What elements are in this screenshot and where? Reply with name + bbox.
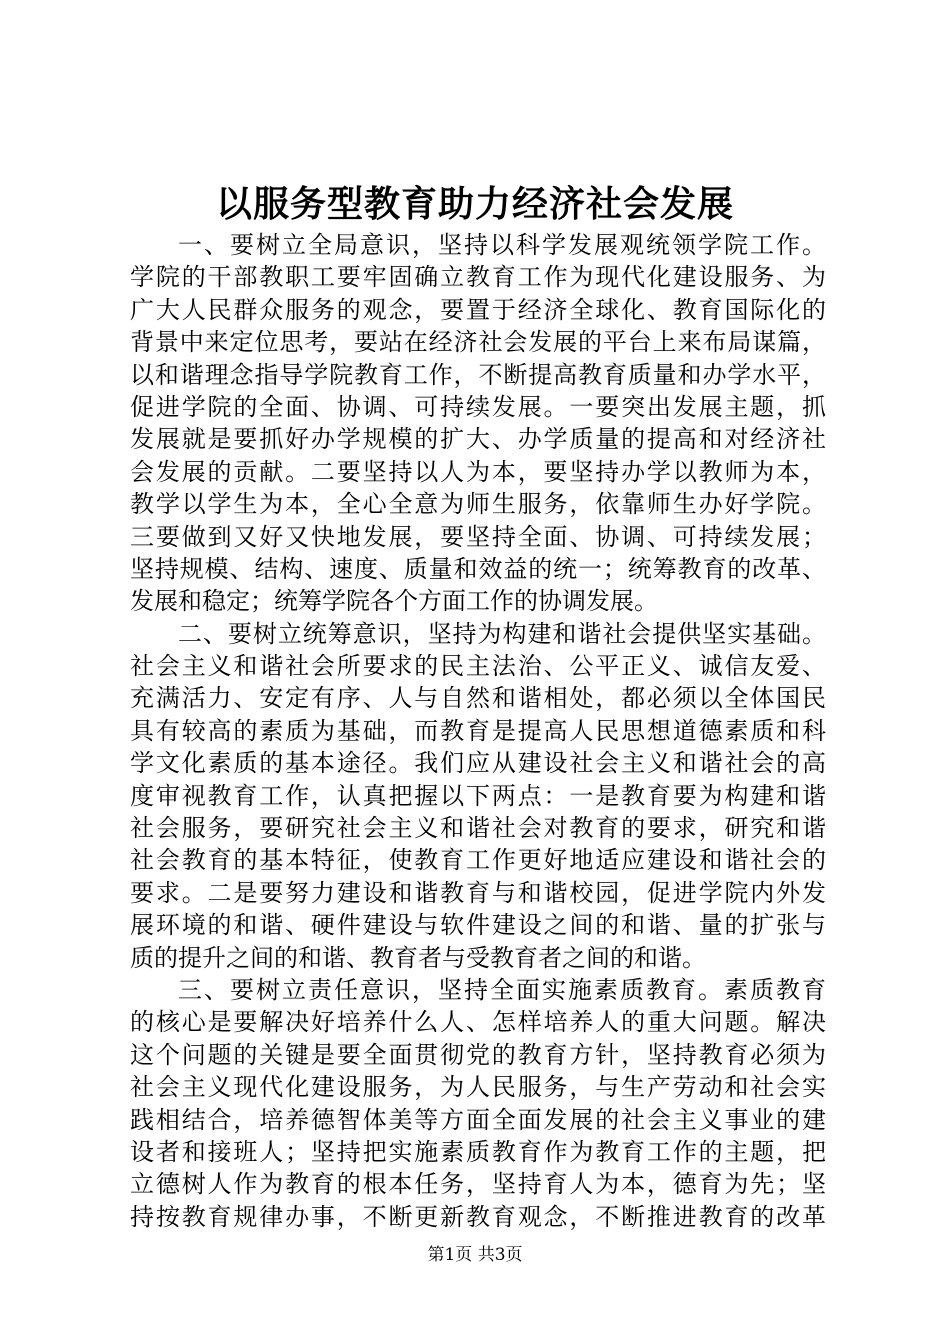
- document-title: 以服务型教育助力经济社会发展: [215, 183, 734, 225]
- text-line: 学院的干部教职工要牢固确立教育工作为现代化建设服务、为: [130, 263, 826, 292]
- text-line: 以和谐理念指导学院教育工作，不断提高教育质量和办学水平，: [130, 360, 826, 389]
- document-body: [130, 229, 826, 1233]
- text-line: 具有较高的素质为基础，而教育是提高人民思想道德素质和科: [130, 716, 826, 745]
- text-line: 度审视教育工作，认真把握以下两点：一是教育要为构建和谐: [130, 781, 826, 810]
- text-line: 发展就是要抓好办学规模的扩大、办学质量的提高和对经济社: [130, 425, 826, 454]
- text-line: 充满活力、安定有序、人与自然和谐相处，都必须以全体国民: [130, 684, 826, 713]
- text-line: 社会服务，要研究社会主义和谐社会对教育的要求，研究和谐: [130, 814, 826, 843]
- text-line: 三要做到又好又快地发展，要坚持全面、协调、可持续发展；: [130, 522, 826, 551]
- page-number-footer: 第1页 共3页: [427, 1245, 523, 1265]
- text-line: 持按教育规律办事，不断更新教育观念，不断推进教育的改革: [130, 1202, 826, 1231]
- text-line: 坚持规模、结构、速度、质量和效益的统一；统筹教育的改革、: [130, 554, 826, 583]
- text-line: 践相结合，培养德智体美等方面全面发展的社会主义事业的建: [130, 1105, 826, 1134]
- text-line: 会发展的贡献。二要坚持以人为本，要坚持办学以教师为本，: [130, 457, 826, 486]
- text-line: 发展和稳定；统筹学院各个方面工作的协调发展。: [130, 587, 658, 616]
- paragraph-3: [130, 974, 826, 1233]
- text-line: 设者和接班人；坚持把实施素质教育作为教育工作的主题，把: [130, 1137, 826, 1166]
- text-line: 教学以学生为本，全心全意为师生服务，依靠师生办好学院。: [130, 490, 826, 519]
- text-line: 广大人民群众服务的观念，要置于经济全球化、教育国际化的: [130, 295, 826, 324]
- text-line: 背景中来定位思考，要站在经济社会发展的平台上来布局谋篇，: [130, 328, 826, 357]
- text-line: 的核心是要解决好培养什么人、怎样培养人的重大问题。解决: [130, 1008, 826, 1037]
- text-line: 社会教育的基本特征，使教育工作更好地适应建设和谐社会的: [130, 846, 826, 875]
- text-line: 立德树人作为教育的根本任务，坚持育人为本，德育为先；坚: [130, 1170, 826, 1199]
- text-line: 展环境的和谐、硬件建设与软件建设之间的和谐、量的扩张与: [130, 911, 826, 940]
- text-line: 社会主义和谐社会所要求的民主法治、公平正义、诚信友爱、: [130, 652, 826, 681]
- paragraph-2: [130, 618, 826, 974]
- text-line: 一、要树立全局意识，坚持以科学发展观统领学院工作。: [178, 231, 826, 259]
- text-line: 这个问题的关键是要全面贯彻党的教育方针，坚持教育必须为: [130, 1040, 826, 1069]
- text-line: 要求。二是要努力建设和谐教育与和谐校园，促进学院内外发: [130, 878, 826, 907]
- text-line: 促进学院的全面、协调、可持续发展。一要突出发展主题，抓: [130, 392, 826, 421]
- text-line: 三、要树立责任意识，坚持全面实施素质教育。素质教育: [178, 975, 826, 1004]
- text-line: 学文化素质的基本途径。我们应从建设社会主义和谐社会的高: [130, 749, 826, 778]
- paragraph-1: [130, 229, 826, 618]
- text-line: 社会主义现代化建设服务，为人民服务，与生产劳动和社会实: [130, 1073, 826, 1102]
- text-line: 质的提升之间的和谐、教育者与受教育者之间的和谐。: [130, 943, 706, 972]
- text-line: 二、要树立统筹意识，坚持为构建和谐社会提供坚实基础。: [178, 619, 826, 648]
